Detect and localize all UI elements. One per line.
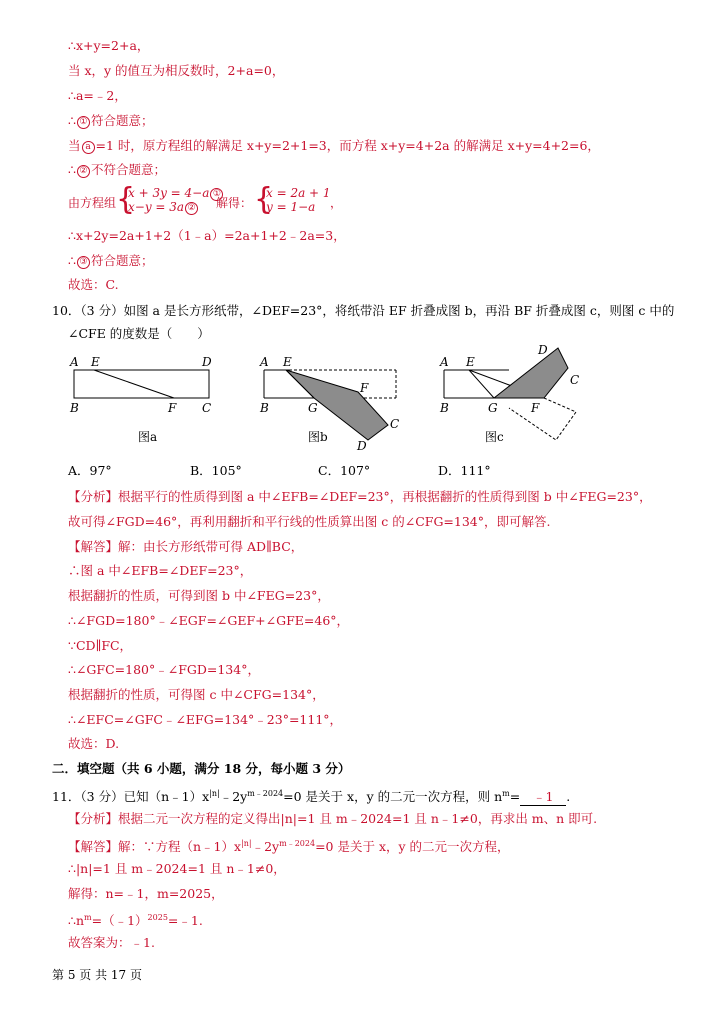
text: 不符合题意； — [90, 162, 166, 177]
equation-1: x + 3y = 4−a ① — [128, 186, 224, 201]
text: 当 — [68, 138, 81, 153]
circled-letter: a — [82, 141, 95, 154]
solution-line: ∴a=﹣2， — [68, 88, 127, 103]
figure-a-caption: 图a — [138, 430, 158, 444]
solution-line: 根据翻折的性质，可得到图 b 中∠FEG=23°， — [68, 588, 330, 603]
solution-line: ∴∠EFC=∠GFC﹣∠EFG=134°﹣23°=111°， — [68, 712, 343, 727]
point-label: D — [538, 343, 548, 357]
figure-b-caption: 图b — [308, 430, 328, 444]
solution-line — [68, 253, 153, 269]
solution-line: 解得：n=﹣1，m=2025， — [68, 886, 224, 901]
point-label: B — [440, 401, 449, 415]
point-label: C — [570, 373, 580, 387]
point-label: G — [488, 401, 498, 415]
point-label: G — [308, 401, 318, 415]
solve-label: 解得： — [216, 196, 253, 210]
solution-line: ∵CD∥FC， — [68, 638, 133, 653]
text: ∴ — [68, 162, 76, 177]
solution-x: x = 2a + 1 — [266, 186, 331, 200]
solution-line: ∴∠FGD=180°﹣∠EGF=∠GEF+∠GFE=46°， — [68, 613, 350, 628]
solution-line: 当 x，y 的值互为相反数时，2+a=0， — [68, 63, 285, 78]
solution-line — [68, 162, 166, 178]
brace: { — [254, 182, 274, 217]
system-label: 由方程组 — [68, 196, 117, 210]
option-c: C．107° — [318, 463, 371, 478]
option-a: A．97° — [68, 463, 112, 478]
q10-stem: 10．（3 分）如图 a 是长方形纸带，∠DEF=23°，将纸带沿 EF 折叠成图 b，再沿 BF 折叠成图 c，则图 c 中的 — [52, 303, 675, 318]
analysis-line: 【分析】根据二元一次方程的定义得出|n|=1 且 m﹣2024=1 且 n﹣1≠0，再求出 m、n 即可. — [68, 811, 598, 826]
solution-line: ∴x+y=2+a， — [68, 38, 150, 53]
option-d: D．111° — [438, 463, 491, 478]
point-label: F — [168, 401, 177, 415]
solution-line: 故选：C. — [68, 277, 119, 292]
point-label: C — [390, 417, 400, 431]
circled-number: ① — [77, 116, 90, 129]
solution-line: $\therefore n^m=(﹣1)^{2025}=﹣1$. — [68, 913, 203, 929]
option-b: B．105° — [190, 463, 242, 478]
analysis-line: 故可得∠FGD=46°，再利用翻折和平行线的性质算出图 c 的∠CFG=134°，即可解答. — [68, 514, 551, 529]
solution-line: 故选：D. — [68, 736, 120, 751]
solution-line: 【解答】解：由长方形纸带可得 AD∥BC， — [68, 539, 304, 554]
figure-c — [434, 340, 594, 444]
point-label: A — [440, 355, 449, 369]
q10-stem: ∠CFE 的度数是（ ） — [68, 326, 210, 341]
brace: { — [116, 182, 136, 217]
point-label: F — [531, 401, 540, 415]
solution-line: 【解答】解：∵方程$(n﹣1)x^{|n|}﹣2y^{m﹣2024}=0$ 是关于 x，y 的二元一次方程， — [68, 839, 510, 855]
comma: ， — [330, 196, 343, 210]
point-label: A — [260, 355, 269, 369]
solution-line — [68, 138, 600, 154]
page-footer: 第 5 页 共 17 页 — [52, 968, 142, 982]
figure-a — [64, 352, 224, 416]
point-label: D — [357, 439, 367, 452]
point-label: D — [202, 355, 212, 369]
analysis-line: 【分析】根据平行的性质得到图 a 中∠EFB=∠DEF=23°，再根据翻折的性质得到图 b 中∠FEG=23°， — [68, 489, 652, 504]
text: 符合题意； — [90, 113, 154, 128]
q11-stem: 11．（3 分）已知$(n﹣1)x^{|n|}﹣2y^{m﹣2024}=0$ 是关于 x，y 的二元一次方程，则 $n^m=$ ﹣1 . — [52, 789, 571, 805]
equation-2: x−y = 3a ② — [128, 200, 199, 215]
solution-line — [68, 113, 153, 129]
point-label: E — [283, 355, 292, 369]
point-label: E — [91, 355, 100, 369]
text: ∴ — [68, 113, 76, 128]
point-label: F — [360, 381, 369, 395]
section-heading: 二．填空题（共 6 小题，满分 18 分，每小题 3 分） — [52, 761, 351, 776]
figure-b — [254, 352, 414, 452]
point-label: E — [466, 355, 475, 369]
text: ∴ — [68, 253, 76, 268]
text: =1 时，原方程组的解满足 x+y=2+1=3，而方程 x+y=4+2a 的解满足 x+y=4+2=6， — [95, 138, 600, 153]
figure-c-caption: 图c — [485, 430, 504, 444]
solution-y: y = 1−a — [266, 200, 316, 214]
solution-line: ∴∠GFC=180°﹣∠FGD=134°， — [68, 662, 260, 677]
text: 符合题意； — [90, 253, 154, 268]
solution-line: ∴图 a 中∠EFB=∠DEF=23°， — [68, 563, 253, 578]
point-label: B — [260, 401, 269, 415]
solution-line: ∴|n|=1 且 m﹣2024=1 且 n﹣1≠0， — [68, 861, 286, 876]
point-label: B — [70, 401, 79, 415]
solution-line: 根据翻折的性质，可得图 c 中∠CFG=134°， — [68, 687, 325, 702]
circled-number: ③ — [77, 256, 90, 269]
solution-line: ∴x+2y=2a+1+2（1﹣a）=2a+1+2﹣2a=3， — [68, 228, 346, 243]
circled-number: ② — [77, 165, 90, 178]
answer-blank: ﹣1 — [520, 789, 566, 806]
solution-line: 故答案为：﹣1. — [68, 935, 155, 950]
point-label: C — [202, 401, 212, 415]
point-label: A — [70, 355, 79, 369]
